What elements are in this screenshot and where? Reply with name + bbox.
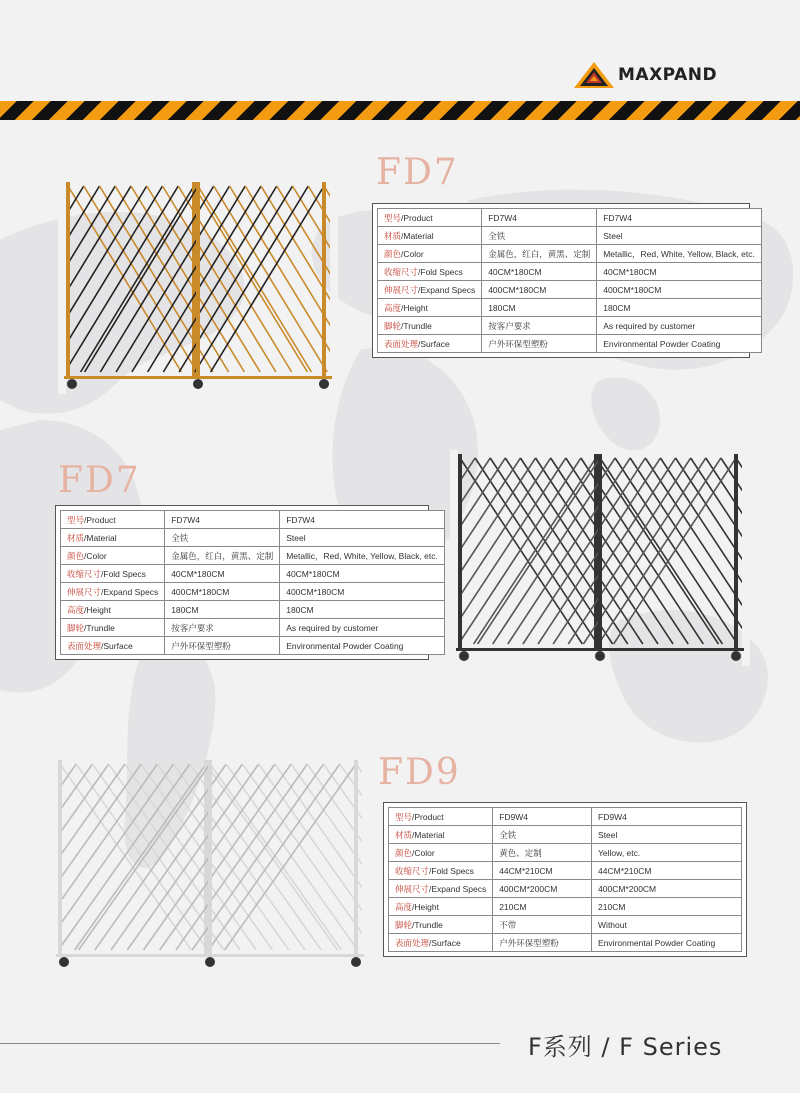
spec-row — [61, 565, 445, 583]
spec-label — [378, 335, 482, 353]
spec-label-cn: 高度 — [384, 302, 402, 313]
spec-label-en: /Fold Specs — [429, 865, 474, 876]
spec-value-cn: 180CM — [165, 601, 280, 619]
spec-label-en: /Material — [84, 532, 117, 543]
spec-row — [389, 862, 742, 880]
spec-value-en: As required by customer — [597, 317, 762, 335]
spec-value-cn: FD7W4 — [165, 511, 280, 529]
spec-label-cn: 表面处理 — [67, 640, 102, 651]
spec-row — [378, 245, 762, 263]
spec-label — [378, 227, 482, 245]
spec-row — [389, 880, 742, 898]
spec-label-en: /Height — [84, 604, 111, 615]
spec-label-cn: 材质 — [395, 829, 413, 840]
model-title-fd7-middle: FD7 — [58, 460, 141, 501]
spec-value-cn: 户外环保型塑粉 — [493, 934, 592, 952]
spec-value-cn: 400CM*180CM — [482, 281, 597, 299]
spec-label-en: /Product — [84, 514, 116, 525]
spec-label-en: /Color — [84, 550, 107, 561]
spec-value-cn: 不带 — [493, 916, 592, 934]
spec-value-cn: 户外环保型塑粉 — [482, 335, 597, 353]
spec-label-en: /Expand Specs — [101, 586, 159, 597]
spec-label-en: /Trundle — [412, 919, 443, 930]
spec-label — [61, 583, 165, 601]
spec-value-en: 180CM — [280, 601, 445, 619]
spec-label — [378, 317, 482, 335]
spec-value-en: Environmental Powder Coating — [597, 335, 762, 353]
spec-value-en: Yellow, etc. — [592, 844, 742, 862]
spec-label-cn: 高度 — [67, 604, 85, 615]
spec-label — [61, 619, 165, 637]
spec-label-en: /Surface — [101, 640, 133, 651]
spec-label-cn: 收缩尺寸 — [395, 865, 430, 876]
brand-logo — [572, 58, 717, 92]
spec-label-en: /Fold Specs — [418, 266, 463, 277]
spec-label — [61, 529, 165, 547]
fd7-gold-gate-image — [58, 178, 338, 394]
spec-label-en: /Surface — [418, 338, 450, 349]
spec-row — [389, 844, 742, 862]
spec-label-cn: 材质 — [67, 532, 85, 543]
maxpand-triangle-icon — [572, 60, 616, 90]
spec-value-en: FD7W4 — [280, 511, 445, 529]
spec-value-en: Steel — [592, 826, 742, 844]
spec-value-cn: 按客户要求 — [165, 619, 280, 637]
spec-value-cn: 全铁 — [482, 227, 597, 245]
spec-value-en: Steel — [280, 529, 445, 547]
fd7-black-gate-image — [450, 450, 750, 666]
spec-value-cn: 400CM*180CM — [165, 583, 280, 601]
spec-label-en: /Surface — [429, 937, 461, 948]
spec-label — [61, 511, 165, 529]
spec-value-en: 40CM*180CM — [280, 565, 445, 583]
spec-value-en: 400CM*200CM — [592, 880, 742, 898]
spec-label-cn: 表面处理 — [395, 937, 430, 948]
spec-label — [389, 916, 493, 934]
spec-value-en: Environmental Powder Coating — [592, 934, 742, 952]
spec-value-en: FD9W4 — [592, 808, 742, 826]
spec-row — [378, 335, 762, 353]
spec-row — [378, 227, 762, 245]
spec-value-cn: 全铁 — [165, 529, 280, 547]
spec-label-en: /Product — [412, 811, 444, 822]
spec-label-en: /Material — [412, 829, 445, 840]
spec-label — [389, 898, 493, 916]
spec-label-en: /Color — [412, 847, 435, 858]
spec-label-en: /Height — [412, 901, 439, 912]
spec-row — [61, 583, 445, 601]
spec-label-en: /Height — [401, 302, 428, 313]
spec-label-cn: 收缩尺寸 — [67, 568, 102, 579]
spec-value-en: Metallic，Red, White, Yellow, Black, etc. — [280, 547, 445, 565]
spec-label-cn: 型号 — [384, 212, 402, 223]
spec-label — [389, 808, 493, 826]
spec-value-cn: 户外环保型塑粉 — [165, 637, 280, 655]
spec-value-cn: 金属色，红白，黄黑、定制 — [482, 245, 597, 263]
brand-name: MAXPAND — [618, 65, 718, 85]
spec-label-cn: 颜色 — [395, 847, 413, 858]
spec-label — [378, 299, 482, 317]
spec-label-cn: 收缩尺寸 — [384, 266, 419, 277]
spec-value-cn: 全铁 — [493, 826, 592, 844]
spec-value-cn: FD7W4 — [482, 209, 597, 227]
spec-label — [61, 565, 165, 583]
spec-row — [61, 529, 445, 547]
spec-label-cn: 颜色 — [67, 550, 85, 561]
spec-label-en: /Fold Specs — [101, 568, 146, 579]
spec-label-en: /Product — [401, 212, 433, 223]
spec-value-en: 44CM*210CM — [592, 862, 742, 880]
fd9-white-gate-image — [50, 756, 370, 972]
spec-row — [389, 934, 742, 952]
spec-label — [61, 601, 165, 619]
spec-label — [389, 862, 493, 880]
spec-label-cn: 伸展尺寸 — [395, 883, 430, 894]
spec-row — [61, 511, 445, 529]
spec-row — [389, 826, 742, 844]
spec-label — [378, 263, 482, 281]
spec-row — [61, 601, 445, 619]
spec-label-cn: 材质 — [384, 230, 402, 241]
spec-label-en: /Expand Specs — [429, 883, 487, 894]
spec-label — [389, 826, 493, 844]
spec-label — [61, 547, 165, 565]
spec-label-cn: 型号 — [395, 811, 413, 822]
spec-label-en: /Color — [401, 248, 424, 259]
spec-value-cn: FD9W4 — [493, 808, 592, 826]
spec-row — [61, 619, 445, 637]
spec-label — [61, 637, 165, 655]
spec-value-cn: 按客户要求 — [482, 317, 597, 335]
spec-row — [378, 209, 762, 227]
spec-label — [378, 245, 482, 263]
spec-value-cn: 44CM*210CM — [493, 862, 592, 880]
spec-label-cn: 表面处理 — [384, 338, 419, 349]
spec-value-cn: 400CM*200CM — [493, 880, 592, 898]
spec-value-cn: 40CM*180CM — [482, 263, 597, 281]
spec-row — [378, 299, 762, 317]
spec-row — [378, 281, 762, 299]
spec-value-cn: 40CM*180CM — [165, 565, 280, 583]
spec-table-fd7-middle — [55, 505, 438, 660]
series-title: F系列 / F Series — [528, 1033, 723, 1061]
spec-value-en: As required by customer — [280, 619, 445, 637]
spec-value-en: Steel — [597, 227, 762, 245]
spec-row — [389, 808, 742, 826]
model-title-fd7-top: FD7 — [376, 152, 459, 193]
spec-label-en: /Trundle — [84, 622, 115, 633]
spec-label-en: /Trundle — [401, 320, 432, 331]
spec-label-cn: 型号 — [67, 514, 85, 525]
spec-label — [389, 934, 493, 952]
spec-row — [389, 916, 742, 934]
spec-label-en: /Material — [401, 230, 434, 241]
spec-value-cn: 210CM — [493, 898, 592, 916]
spec-value-en: 40CM*180CM — [597, 263, 762, 281]
hazard-stripe — [0, 101, 800, 120]
spec-label-cn: 颜色 — [384, 248, 402, 259]
spec-label-en: /Expand Specs — [418, 284, 476, 295]
model-title-fd9: FD9 — [378, 752, 461, 793]
spec-row — [378, 317, 762, 335]
spec-value-cn: 180CM — [482, 299, 597, 317]
spec-label — [378, 209, 482, 227]
spec-label — [378, 281, 482, 299]
spec-row — [61, 547, 445, 565]
spec-value-en: Metallic，Red, White, Yellow, Black, etc. — [597, 245, 762, 263]
spec-label-cn: 脚轮 — [67, 622, 85, 633]
spec-value-en: FD7W4 — [597, 209, 762, 227]
spec-table-fd7-top — [372, 203, 755, 358]
spec-table-fd9 — [383, 802, 747, 957]
spec-label-cn: 伸展尺寸 — [67, 586, 102, 597]
spec-label — [389, 880, 493, 898]
spec-value-cn: 黄色、定制 — [493, 844, 592, 862]
spec-value-en: 180CM — [597, 299, 762, 317]
spec-row — [378, 263, 762, 281]
spec-value-cn: 金属色，红白，黄黑、定制 — [165, 547, 280, 565]
spec-value-en: Environmental Powder Coating — [280, 637, 445, 655]
spec-row — [389, 898, 742, 916]
spec-label-cn: 伸展尺寸 — [384, 284, 419, 295]
spec-value-en: Without — [592, 916, 742, 934]
spec-value-en: 400CM*180CM — [280, 583, 445, 601]
footer-rule — [0, 1043, 500, 1044]
spec-label-cn: 脚轮 — [395, 919, 413, 930]
spec-value-en: 400CM*180CM — [597, 281, 762, 299]
spec-label-cn: 脚轮 — [384, 320, 402, 331]
spec-value-en: 210CM — [592, 898, 742, 916]
spec-label — [389, 844, 493, 862]
spec-label-cn: 高度 — [395, 901, 413, 912]
spec-row — [61, 637, 445, 655]
